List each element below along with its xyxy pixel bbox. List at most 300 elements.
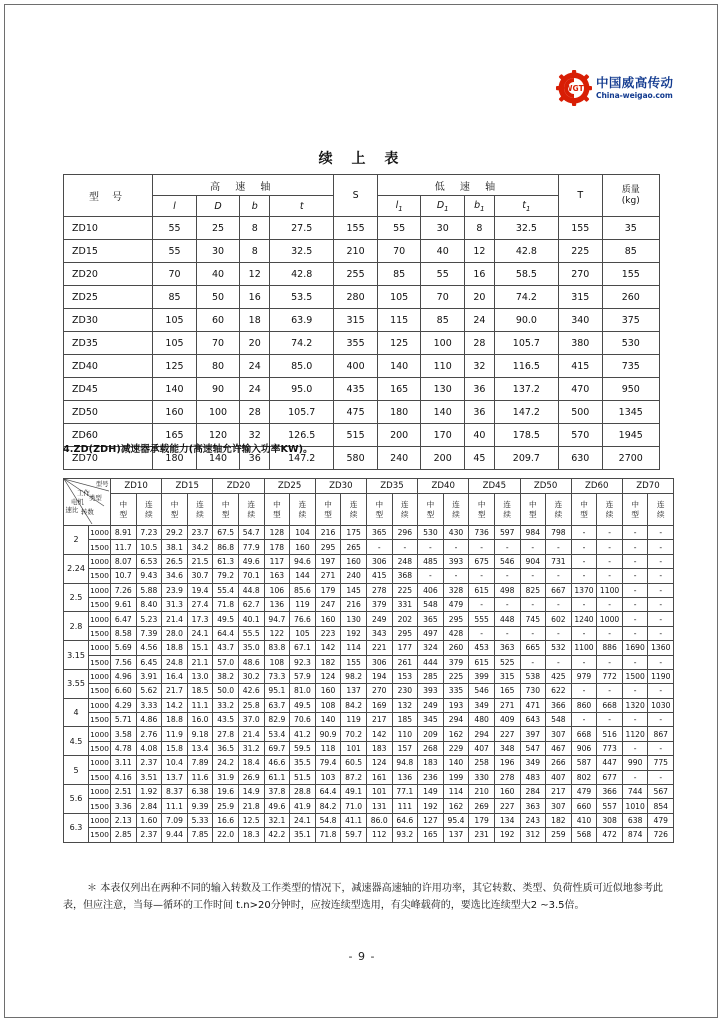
th-kind-ZD30-continuous: 连 续: [341, 494, 367, 526]
cell-power: 23.7: [187, 526, 213, 540]
cell-power: 77.1: [392, 785, 418, 799]
table2-head: [64, 479, 674, 526]
cell-power: 67.5: [213, 526, 239, 540]
cell-power: 22.0: [213, 828, 239, 842]
th-model-ZD15: ZD15: [162, 479, 213, 494]
cell-power: 365: [418, 612, 444, 626]
cell-T: 470: [558, 378, 602, 401]
cell-power: 295: [392, 626, 418, 640]
table-row: [64, 669, 674, 683]
cell-power: 430: [443, 526, 469, 540]
corner-label-motor: 电机: [71, 498, 84, 506]
cell-power: 23.9: [162, 583, 188, 597]
cell-power: -: [571, 526, 597, 540]
cell-power: 177: [392, 641, 418, 655]
cell-power: -: [597, 713, 623, 727]
th-model: 型 号: [64, 175, 153, 217]
cell-power: 278: [366, 583, 392, 597]
cell-power: 479: [443, 597, 469, 611]
cell-power: 27.8: [213, 727, 239, 741]
cell-power: 3.11: [111, 756, 137, 770]
cell-power: 259: [546, 828, 572, 842]
th-high-speed-shaft: 高 速 轴: [153, 175, 334, 196]
cell-power: -: [648, 684, 674, 698]
table-row: [64, 785, 674, 799]
cell-power: 76.6: [290, 612, 316, 626]
cell-power: 55.5: [238, 626, 264, 640]
cell-power: 15.8: [162, 741, 188, 755]
cell-kg: 735: [602, 355, 659, 378]
cell-power: 7.39: [136, 626, 162, 640]
cell-power: 44.8: [238, 583, 264, 597]
cell-l1: 180: [377, 401, 421, 424]
cell-model: ZD60: [64, 424, 153, 447]
cell-power: 160: [341, 554, 367, 568]
cell-power: 335: [443, 684, 469, 698]
cell-power: 406: [418, 583, 444, 597]
cell-power: 94.7: [264, 612, 290, 626]
cell-power: 79.2: [213, 569, 239, 583]
cell-power: 111: [392, 799, 418, 813]
cell-power: -: [520, 597, 546, 611]
cell-power: 480: [469, 713, 495, 727]
cell-power: 110: [392, 727, 418, 741]
cell-power: 5.33: [187, 813, 213, 827]
cell-power: -: [622, 569, 648, 583]
th-kind-ZD40-medium: 中 型: [418, 494, 444, 526]
cell-D: 120: [196, 424, 240, 447]
cell-power: 183: [366, 741, 392, 755]
cell-t: 53.5: [270, 286, 334, 309]
cell-power: 379: [443, 655, 469, 669]
th-kind-ZD70-medium: 中 型: [622, 494, 648, 526]
cell-power: -: [597, 655, 623, 669]
cell-power: 136: [392, 770, 418, 784]
cell-S: 280: [334, 286, 378, 309]
table-row: [64, 655, 674, 669]
cell-T: 570: [558, 424, 602, 447]
cell-power: 775: [648, 756, 674, 770]
cell-power: -: [648, 741, 674, 755]
cell-ratio: 2.24: [64, 554, 89, 583]
cell-power: 140: [315, 713, 341, 727]
cell-power: 95.1: [264, 684, 290, 698]
cell-power: 165: [418, 828, 444, 842]
cell-S: 210: [334, 240, 378, 263]
cell-l: 165: [153, 424, 197, 447]
cell-b1: 40: [465, 424, 495, 447]
cell-power: 331: [392, 597, 418, 611]
cell-power: 379: [366, 597, 392, 611]
table-row: [64, 401, 660, 424]
cell-b: 32: [240, 424, 270, 447]
cell-power: 8.40: [136, 597, 162, 611]
th-s: S: [334, 175, 378, 217]
cell-power: 18.8: [162, 641, 188, 655]
cell-power: 54.8: [315, 813, 341, 827]
cell-power: 32.1: [264, 813, 290, 827]
cell-T: 415: [558, 355, 602, 378]
cell-power: 236: [418, 770, 444, 784]
table-row: [64, 583, 674, 597]
table-row: [64, 626, 674, 640]
cell-l: 55: [153, 217, 197, 240]
cell-power: 2.84: [136, 799, 162, 813]
cell-power: 225: [443, 669, 469, 683]
cell-t: 147.2: [270, 447, 334, 470]
cell-power: 472: [597, 828, 623, 842]
cell-D: 60: [196, 309, 240, 332]
cell-power: 772: [597, 669, 623, 683]
cell-power: 271: [315, 569, 341, 583]
cell-power: 6.53: [136, 554, 162, 568]
cell-power: 726: [648, 828, 674, 842]
cell-power: 3.33: [136, 698, 162, 712]
cell-power: 330: [469, 770, 495, 784]
cell-ratio: 2.5: [64, 583, 89, 612]
cell-power: 1500: [622, 669, 648, 683]
cell-D: 140: [196, 447, 240, 470]
cell-power: 67.1: [290, 641, 316, 655]
cell-power: 312: [520, 828, 546, 842]
cell-power: -: [546, 626, 572, 640]
cell-power: 223: [315, 626, 341, 640]
cell-b: 8: [240, 240, 270, 263]
cell-power: -: [494, 626, 520, 640]
cell-power: 4.96: [111, 669, 137, 683]
cell-power: 4.08: [136, 741, 162, 755]
cell-b1: 24: [465, 309, 495, 332]
th-model-ZD70: ZD70: [622, 479, 673, 494]
cell-power: 979: [571, 669, 597, 683]
cell-power: 7.23: [136, 526, 162, 540]
table-row: [64, 770, 674, 784]
cell-t1: 116.5: [494, 355, 558, 378]
cell-kg: 155: [602, 263, 659, 286]
cell-D: 50: [196, 286, 240, 309]
cell-power: -: [648, 569, 674, 583]
cell-power: 9.39: [187, 799, 213, 813]
cell-power: 2.76: [136, 727, 162, 741]
cell-power: 532: [546, 641, 572, 655]
cell-power: 199: [443, 770, 469, 784]
th-kind-ZD10-continuous: 连 续: [136, 494, 162, 526]
cell-power: 179: [315, 583, 341, 597]
cell-power: 217: [366, 713, 392, 727]
cell-power: 131: [366, 799, 392, 813]
cell-power: 6.60: [111, 684, 137, 698]
table-row: [64, 756, 674, 770]
cell-power: -: [648, 612, 674, 626]
th-hs-l: l: [153, 196, 197, 217]
cell-power: 984: [520, 526, 546, 540]
cell-power: 4.86: [136, 713, 162, 727]
cell-power: 9.18: [187, 727, 213, 741]
cell-power: 736: [469, 526, 495, 540]
cell-power: 397: [520, 727, 546, 741]
cell-power: 38.2: [213, 669, 239, 683]
th-kind-ZD20-continuous: 连 续: [238, 494, 264, 526]
cell-power: 3.91: [136, 669, 162, 683]
table1-body: [64, 217, 660, 470]
table-row: [64, 540, 674, 554]
cell-power: 447: [597, 756, 623, 770]
cell-power: -: [546, 540, 572, 554]
cell-motor-rpm: 1000: [89, 813, 111, 827]
cell-motor-rpm: 1500: [89, 741, 111, 755]
cell-power: 149: [418, 785, 444, 799]
cell-power: 548: [546, 713, 572, 727]
cell-power: 202: [392, 612, 418, 626]
cell-power: 2.85: [111, 828, 137, 842]
cell-power: 161: [366, 770, 392, 784]
cell-power: 160: [494, 785, 520, 799]
cell-power: 77.9: [238, 540, 264, 554]
cell-power: 216: [315, 526, 341, 540]
cell-power: 547: [520, 741, 546, 755]
cell-power: 745: [520, 612, 546, 626]
cell-motor-rpm: 1500: [89, 655, 111, 669]
th-kind-ZD45-medium: 中 型: [469, 494, 495, 526]
cell-model: ZD70: [64, 447, 153, 470]
cell-power: -: [469, 626, 495, 640]
cell-power: 1100: [597, 583, 623, 597]
cell-power: 597: [494, 526, 520, 540]
cell-power: 7.26: [111, 583, 137, 597]
table2-head-row-2: [64, 494, 674, 526]
cell-power: 83.8: [264, 641, 290, 655]
cell-D1: 100: [421, 332, 465, 355]
cell-power: 53.4: [264, 727, 290, 741]
th-kind-ZD15-continuous: 连 续: [187, 494, 213, 526]
cell-power: -: [546, 569, 572, 583]
cell-power: 308: [597, 813, 623, 827]
corner-label-kind: 类型: [89, 494, 102, 502]
table2-body: [64, 526, 674, 843]
cell-power: 307: [546, 799, 572, 813]
th-kind-ZD60-continuous: 连 续: [597, 494, 623, 526]
cell-l: 180: [153, 447, 197, 470]
cell-power: 64.4: [213, 626, 239, 640]
cell-power: 798: [546, 526, 572, 540]
table-row: [64, 378, 660, 401]
table-row: [64, 612, 674, 626]
cell-t1: 32.5: [494, 217, 558, 240]
cell-T: 380: [558, 332, 602, 355]
cell-t: 85.0: [270, 355, 334, 378]
th-model-ZD20: ZD20: [213, 479, 264, 494]
cell-power: 21.7: [162, 684, 188, 698]
cell-power: 160: [315, 684, 341, 698]
cell-power: 230: [392, 684, 418, 698]
cell-power: 64.6: [392, 813, 418, 827]
cell-motor-rpm: 1000: [89, 641, 111, 655]
section-heading-text: 4.ZD(ZDH)减速器承载能力(高速轴允许输入功率KW)。: [63, 444, 313, 455]
cell-power: 730: [520, 684, 546, 698]
load-capacity-table: [63, 478, 674, 843]
cell-power: 94.6: [290, 554, 316, 568]
cell-power: 5.88: [136, 583, 162, 597]
cell-power: 40.1: [238, 612, 264, 626]
table-row: [64, 569, 674, 583]
corner-diagonal-header: [64, 479, 111, 526]
cell-power: 448: [494, 612, 520, 626]
cell-power: 5.62: [136, 684, 162, 698]
cell-power: 10.7: [111, 569, 137, 583]
cell-power: 13.7: [162, 770, 188, 784]
cell-power: 37.0: [238, 713, 264, 727]
cell-l1: 115: [377, 309, 421, 332]
cell-S: 515: [334, 424, 378, 447]
cell-power: 36.5: [213, 741, 239, 755]
table-row: [64, 309, 660, 332]
cell-power: 21.4: [162, 612, 188, 626]
cell-power: 21.8: [238, 799, 264, 813]
cell-motor-rpm: 1500: [89, 569, 111, 583]
cell-power: 101: [366, 785, 392, 799]
th-kind-ZD30-medium: 中 型: [315, 494, 341, 526]
cell-power: 30.7: [187, 569, 213, 583]
cell-power: 483: [520, 770, 546, 784]
cell-power: 50.0: [213, 684, 239, 698]
cell-power: 93.2: [392, 828, 418, 842]
cell-t1: 90.0: [494, 309, 558, 332]
th-kind-ZD35-continuous: 连 续: [392, 494, 418, 526]
cell-power: 49.6: [238, 554, 264, 568]
cell-power: 568: [571, 828, 597, 842]
th-kind-ZD35-medium: 中 型: [366, 494, 392, 526]
cell-power: 82.9: [264, 713, 290, 727]
table2-head-row-1: [64, 479, 674, 494]
cell-power: 175: [341, 526, 367, 540]
cell-power: 668: [597, 698, 623, 712]
cell-power: 119: [290, 597, 316, 611]
th-mass: [602, 175, 659, 217]
cell-t: 74.2: [270, 332, 334, 355]
cell-power: 192: [418, 799, 444, 813]
cell-b1: 36: [465, 401, 495, 424]
cell-power: 49.1: [341, 785, 367, 799]
cell-power: 1360: [648, 641, 674, 655]
th-kind-ZD50-continuous: 连 续: [546, 494, 572, 526]
cell-power: 471: [520, 698, 546, 712]
cell-S: 400: [334, 355, 378, 378]
cell-power: 3.51: [136, 770, 162, 784]
cell-power: 30.2: [238, 669, 264, 683]
cell-power: 11.1: [187, 698, 213, 712]
cell-power: 278: [494, 770, 520, 784]
cell-power: 34.2: [187, 540, 213, 554]
cell-power: 104: [290, 526, 316, 540]
cell-power: 6.38: [187, 785, 213, 799]
cell-S: 155: [334, 217, 378, 240]
cell-power: -: [571, 554, 597, 568]
cell-power: 854: [648, 799, 674, 813]
cell-T: 315: [558, 286, 602, 309]
cell-power: 285: [418, 669, 444, 683]
cell-D: 100: [196, 401, 240, 424]
cell-power: 258: [469, 756, 495, 770]
cell-l1: 125: [377, 332, 421, 355]
cell-D: 30: [196, 240, 240, 263]
cell-power: -: [597, 569, 623, 583]
cell-motor-rpm: 1000: [89, 583, 111, 597]
cell-power: 137: [443, 828, 469, 842]
cell-power: 155: [341, 655, 367, 669]
cell-power: 105: [290, 626, 316, 640]
cell-power: 8.07: [111, 554, 137, 568]
page-number: - 9 -: [348, 950, 376, 963]
cell-power: 1240: [571, 612, 597, 626]
table-row: [64, 713, 674, 727]
cell-power: 9.61: [111, 597, 137, 611]
cell-power: 7.09: [162, 813, 188, 827]
cell-kg: 950: [602, 378, 659, 401]
cell-power: 744: [622, 785, 648, 799]
cell-power: 117: [264, 554, 290, 568]
cell-power: 157: [392, 741, 418, 755]
cell-kg: 530: [602, 332, 659, 355]
cell-power: -: [648, 597, 674, 611]
cell-t1: 58.5: [494, 263, 558, 286]
cell-kg: 1345: [602, 401, 659, 424]
th-hs-D: D: [196, 196, 240, 217]
cell-power: 62.7: [238, 597, 264, 611]
cell-power: 393: [443, 554, 469, 568]
cell-b1: 12: [465, 240, 495, 263]
cell-power: 261: [392, 655, 418, 669]
cell-power: 193: [443, 698, 469, 712]
cell-power: 349: [520, 756, 546, 770]
cell-power: -: [546, 597, 572, 611]
cell-t1: 74.2: [494, 286, 558, 309]
cell-power: 802: [571, 770, 597, 784]
cell-power: -: [622, 684, 648, 698]
cell-power: 165: [494, 684, 520, 698]
cell-power: 90.9: [315, 727, 341, 741]
cell-S: 475: [334, 401, 378, 424]
cell-power: 638: [622, 813, 648, 827]
cell-T: 340: [558, 309, 602, 332]
cell-power: 284: [520, 785, 546, 799]
cell-power: 64.4: [315, 785, 341, 799]
cell-power: 13.4: [187, 741, 213, 755]
cell-power: 14.2: [162, 698, 188, 712]
cell-power: 886: [597, 641, 623, 655]
cell-power: 71.0: [341, 799, 367, 813]
cell-power: 3.58: [111, 727, 137, 741]
cell-t1: 105.7: [494, 332, 558, 355]
cell-power: 183: [418, 756, 444, 770]
logo-company-cn: 中国威高传动: [596, 74, 674, 90]
cell-power: 643: [520, 713, 546, 727]
cell-power: -: [443, 569, 469, 583]
cell-power: 225: [392, 583, 418, 597]
cell-power: -: [571, 684, 597, 698]
cell-power: -: [443, 540, 469, 554]
th-model-ZD30: ZD30: [315, 479, 366, 494]
cell-power: 6.47: [111, 612, 137, 626]
cell-D1: 200: [421, 447, 465, 470]
cell-power: -: [571, 540, 597, 554]
cell-motor-rpm: 1500: [89, 684, 111, 698]
cell-b: 24: [240, 378, 270, 401]
cell-l: 160: [153, 401, 197, 424]
cell-power: 194: [366, 669, 392, 683]
cell-D1: 55: [421, 263, 465, 286]
cell-power: 103: [315, 770, 341, 784]
cell-power: 92.3: [290, 655, 316, 669]
